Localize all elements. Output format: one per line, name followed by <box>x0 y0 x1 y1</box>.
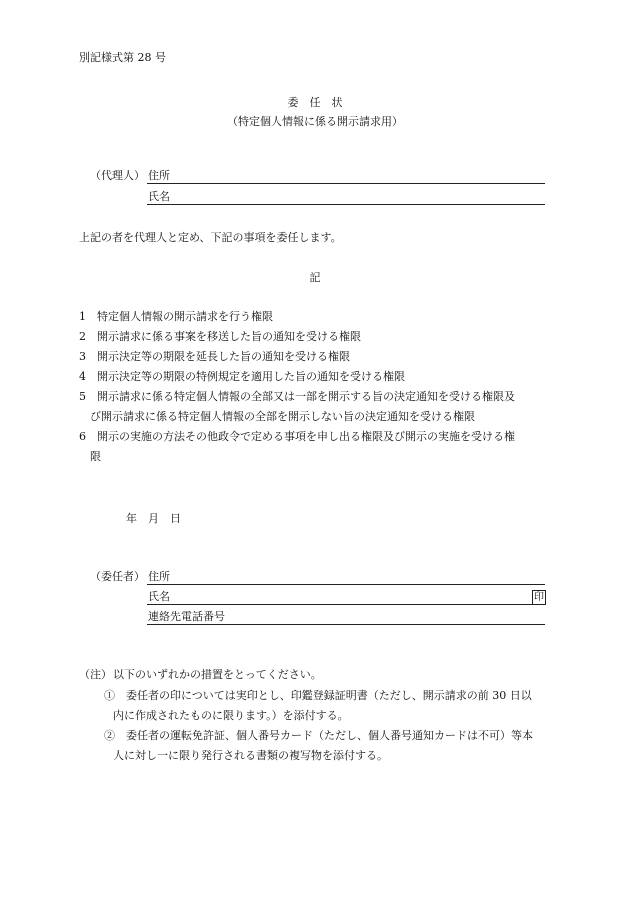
item-6-line2: 限 <box>90 450 101 463</box>
agent-name-line[interactable] <box>147 204 545 205</box>
item-1: 1 特定個人情報の開示請求を行う権限 <box>79 310 273 323</box>
principal-address-label: 住所 <box>148 570 170 583</box>
item-6-line1: 6 開示の実施の方法その他政令で定める事項を申し出る権限及び開示の実施を受ける権 <box>79 430 515 443</box>
item-4: 4 開示決定等の期限の特例規定を適用した旨の通知を受ける権限 <box>79 370 405 383</box>
item-5-line2: び開示請求に係る特定個人情報の全部を開示しない旨の決定通知を受ける権限 <box>90 410 475 423</box>
principal-name-line[interactable] <box>147 604 545 605</box>
ki-heading: 記 <box>309 271 321 284</box>
form-number: 別記様式第 28 号 <box>79 51 166 64</box>
item-5-line1: 5 開示請求に係る特定個人情報の全部又は一部を開示する旨の決定通知を受ける権限及 <box>79 390 515 403</box>
principal-phone-label: 連絡先電話番号 <box>148 610 225 623</box>
delegation-statement: 上記の者を代理人と定め、下記の事項を委任します。 <box>79 231 342 244</box>
item-2: 2 開示請求に係る事案を移送した旨の通知を受ける権限 <box>79 330 361 343</box>
seal-box: 印 <box>534 592 544 603</box>
item-3: 3 開示決定等の期限を延長した旨の通知を受ける権限 <box>79 350 350 363</box>
document-subtitle: （特定個人情報に係る開示請求用） <box>227 115 403 128</box>
principal-address-line[interactable] <box>147 584 545 585</box>
note-2-line2: 人に対し一に限り発行される書類の複写物を添付する。 <box>113 749 388 762</box>
principal-name-label: 氏名 <box>148 590 170 603</box>
note-2-line1: ② 委任者の運転免許証、個人番号カード（ただし、個人番号通知カードは不可）等本 <box>104 729 533 742</box>
principal-phone-line[interactable] <box>147 624 545 625</box>
note-1-line2: 内に作成されたものに限ります。）を添付する。 <box>113 709 349 722</box>
document-title: 委 任 状 <box>287 96 343 109</box>
note-1-line1: ① 委任者の印については実印とし、印鑑登録証明書（ただし、開示請求の前 30 日以 <box>104 689 532 702</box>
agent-address-line[interactable] <box>147 183 545 184</box>
agent-role-label: （代理人） <box>90 169 145 182</box>
notes-intro: 以下のいずれかの措置をとってください。 <box>113 668 322 681</box>
principal-role-label: （委任者） <box>90 570 145 583</box>
date-line: 年 月 日 <box>126 512 181 525</box>
notes-label: （注） <box>79 668 112 681</box>
agent-address-label: 住所 <box>148 169 170 182</box>
agent-name-label: 氏名 <box>148 190 170 203</box>
